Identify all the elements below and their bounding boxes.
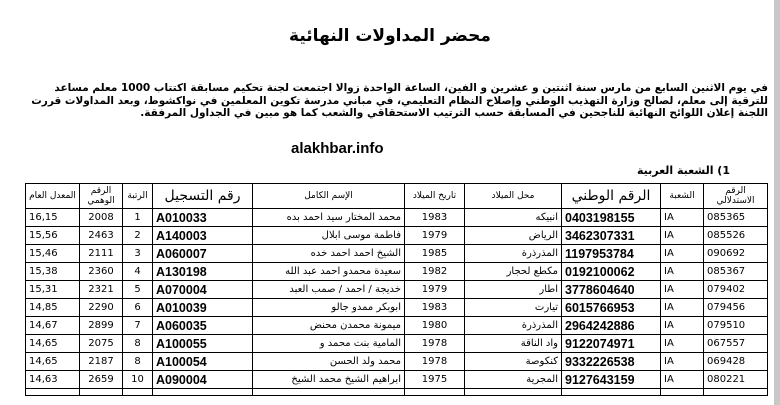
cell-index-no: 067557 — [704, 335, 768, 353]
cell-birth-place: المجرية — [465, 371, 562, 389]
cell-rank: 1 — [123, 209, 153, 227]
cell-reg-no: A060007 — [153, 245, 253, 263]
cell-birth-place: المذرذرة — [465, 245, 562, 263]
header-virtual-no: الرقم الوهمي — [80, 184, 123, 209]
cell-reg-no: A100055 — [153, 335, 253, 353]
cell-birth-place: واد الناقة — [465, 335, 562, 353]
cut-cell — [704, 389, 768, 396]
cell-average: 14,65 — [26, 335, 80, 353]
cell-branch: IA — [661, 335, 704, 353]
cell-average: 14,63 — [26, 371, 80, 389]
header-rank: الرتبة — [123, 184, 153, 209]
cell-birth-place: كنكوصة — [465, 353, 562, 371]
cell-national-id: 2964242886 — [562, 317, 661, 335]
table-header-row — [26, 184, 768, 209]
cell-average: 15,38 — [26, 263, 80, 281]
cell-virtual-no: 2659 — [80, 371, 123, 389]
cell-average: 14,67 — [26, 317, 80, 335]
cut-cell — [465, 389, 562, 396]
cut-cell — [80, 389, 123, 396]
cell-full-name: المامية بنت محمد و — [253, 335, 405, 353]
cell-index-no: 090692 — [704, 245, 768, 263]
cell-full-name: محمد المختار سيد احمد بده — [253, 209, 405, 227]
cell-national-id: 6015766953 — [562, 299, 661, 317]
cell-birth-date: 1983 — [405, 299, 465, 317]
cell-rank: 8 — [123, 335, 153, 353]
section-label: 1) الشعبة العربية — [636, 164, 730, 177]
cut-cell — [661, 389, 704, 396]
cell-birth-place: انبيكه — [465, 209, 562, 227]
header-national-id: الرقم الوطني — [562, 184, 661, 209]
cell-full-name: ابراهيم الشيخ محمد الشيخ — [253, 371, 405, 389]
cell-virtual-no: 2008 — [80, 209, 123, 227]
cell-birth-place: الرياض — [465, 227, 562, 245]
cell-virtual-no: 2899 — [80, 317, 123, 335]
cell-reg-no: A140003 — [153, 227, 253, 245]
table-row — [26, 335, 768, 353]
cell-birth-place: مكطع لحجار — [465, 263, 562, 281]
cell-rank: 8 — [123, 353, 153, 371]
cut-cell — [26, 389, 80, 396]
cell-national-id: 9122074971 — [562, 335, 661, 353]
cell-birth-date: 1979 — [405, 281, 465, 299]
cell-national-id: 9127643159 — [562, 371, 661, 389]
cell-index-no: 079510 — [704, 317, 768, 335]
cell-birth-date: 1978 — [405, 353, 465, 371]
cell-branch: IA — [661, 281, 704, 299]
header-full-name: الإسم الكامل — [253, 184, 405, 209]
table-row — [26, 299, 768, 317]
watermark-text: alakhbar.info — [291, 140, 384, 157]
cell-index-no: 085365 — [704, 209, 768, 227]
cell-rank: 3 — [123, 245, 153, 263]
cell-average: 14,65 — [26, 353, 80, 371]
cell-birth-date: 1978 — [405, 335, 465, 353]
cell-average: 15,46 — [26, 245, 80, 263]
cell-branch: IA — [661, 353, 704, 371]
cell-national-id: 3462307331 — [562, 227, 661, 245]
cell-birth-place: اطار — [465, 281, 562, 299]
cell-virtual-no: 2463 — [80, 227, 123, 245]
cell-birth-date: 1980 — [405, 317, 465, 335]
cell-average: 15,31 — [26, 281, 80, 299]
cell-national-id: 9332226538 — [562, 353, 661, 371]
header-branch: الشعبة — [661, 184, 704, 209]
cell-rank: 7 — [123, 317, 153, 335]
cell-index-no: 085367 — [704, 263, 768, 281]
cell-full-name: محمد ولد الحسن — [253, 353, 405, 371]
page-title: محضر المداولات النهائية — [289, 26, 491, 46]
cell-national-id: 0192100062 — [562, 263, 661, 281]
results-table — [25, 183, 768, 396]
cut-cell — [405, 389, 465, 396]
cell-reg-no: A010039 — [153, 299, 253, 317]
cut-cell — [153, 389, 253, 396]
cell-reg-no: A060035 — [153, 317, 253, 335]
cell-branch: IA — [661, 209, 704, 227]
cell-average: 14,85 — [26, 299, 80, 317]
cell-index-no: 080221 — [704, 371, 768, 389]
page-edge — [774, 0, 780, 405]
cell-birth-date: 1983 — [405, 209, 465, 227]
cut-cell — [123, 389, 153, 396]
cell-average: 15,56 — [26, 227, 80, 245]
table-row — [26, 371, 768, 389]
table-row — [26, 317, 768, 335]
cell-full-name: ميمونة محمدن محنض — [253, 317, 405, 335]
cell-rank: 4 — [123, 263, 153, 281]
cut-cell — [253, 389, 405, 396]
cell-birth-date: 1985 — [405, 245, 465, 263]
header-index-no: الرقم الاستدلالي — [704, 184, 768, 209]
table-row — [26, 281, 768, 299]
cell-rank: 10 — [123, 371, 153, 389]
cell-branch: IA — [661, 299, 704, 317]
table-row — [26, 245, 768, 263]
cell-full-name: سعيدة محمدو احمد عبد الله — [253, 263, 405, 281]
header-reg-no: رقم التسجيل — [153, 184, 253, 209]
cell-branch: IA — [661, 227, 704, 245]
cell-index-no: 069428 — [704, 353, 768, 371]
header-average: المعدل العام — [26, 184, 80, 209]
cell-national-id: 0403198155 — [562, 209, 661, 227]
cell-virtual-no: 2321 — [80, 281, 123, 299]
cell-average: 16,15 — [26, 209, 80, 227]
header-birth-date: تاريخ الميلاد — [405, 184, 465, 209]
cell-reg-no: A100054 — [153, 353, 253, 371]
cell-branch: IA — [661, 263, 704, 281]
cell-birth-date: 1975 — [405, 371, 465, 389]
cell-birth-place: المذرذرة — [465, 317, 562, 335]
cell-branch: IA — [661, 245, 704, 263]
cell-reg-no: A130198 — [153, 263, 253, 281]
cell-virtual-no: 2290 — [80, 299, 123, 317]
cut-cell — [562, 389, 661, 396]
cell-birth-place: تيارت — [465, 299, 562, 317]
cell-virtual-no: 2187 — [80, 353, 123, 371]
header-birth-place: محل الميلاد — [465, 184, 562, 209]
cell-index-no: 085526 — [704, 227, 768, 245]
cell-full-name: الشيخ احمد احمد خده — [253, 245, 405, 263]
cell-rank: 6 — [123, 299, 153, 317]
cell-birth-date: 1979 — [405, 227, 465, 245]
cell-virtual-no: 2075 — [80, 335, 123, 353]
cell-branch: IA — [661, 371, 704, 389]
cell-full-name: خديجة / احمد / صمب العبد — [253, 281, 405, 299]
cell-rank: 5 — [123, 281, 153, 299]
cell-reg-no: A010033 — [153, 209, 253, 227]
cell-full-name: ابوبكر ممدو جالو — [253, 299, 405, 317]
cell-virtual-no: 2111 — [80, 245, 123, 263]
cell-index-no: 079456 — [704, 299, 768, 317]
table-row-cut — [26, 389, 768, 396]
cell-virtual-no: 2360 — [80, 263, 123, 281]
table-row — [26, 263, 768, 281]
cell-national-id: 1197953784 — [562, 245, 661, 263]
table-row — [26, 227, 768, 245]
cell-index-no: 079402 — [704, 281, 768, 299]
cell-reg-no: A090004 — [153, 371, 253, 389]
table-row — [26, 209, 768, 227]
cell-birth-date: 1982 — [405, 263, 465, 281]
cell-rank: 2 — [123, 227, 153, 245]
table-row — [26, 353, 768, 371]
cell-national-id: 3778604640 — [562, 281, 661, 299]
cell-reg-no: A070004 — [153, 281, 253, 299]
cell-full-name: فاطمة موسى ابلال — [253, 227, 405, 245]
cell-branch: IA — [661, 317, 704, 335]
intro-paragraph: في يوم الاثنين السابع من مارس سنة اثنتين و عشرين و الفين، الساعة الواحدة زوالا اجتمعت لجنة تحكيم مسابقة اكتتاب 1000 معلم مساعد للترقية إلى معلم، لصالح وزارة التهذيب الوطني وإصلاح النظام التعليمي، في مباني مدرسة تكوين المعلمين في نواكشوط، وبعد المداولات قررت اللجنة إعلان اللوائح النهائية للناجحين في المسابقة حسب الترتيب الاستحقاقي والشعب كما هو مبين في الجداول المرفقة. — [31, 82, 768, 119]
